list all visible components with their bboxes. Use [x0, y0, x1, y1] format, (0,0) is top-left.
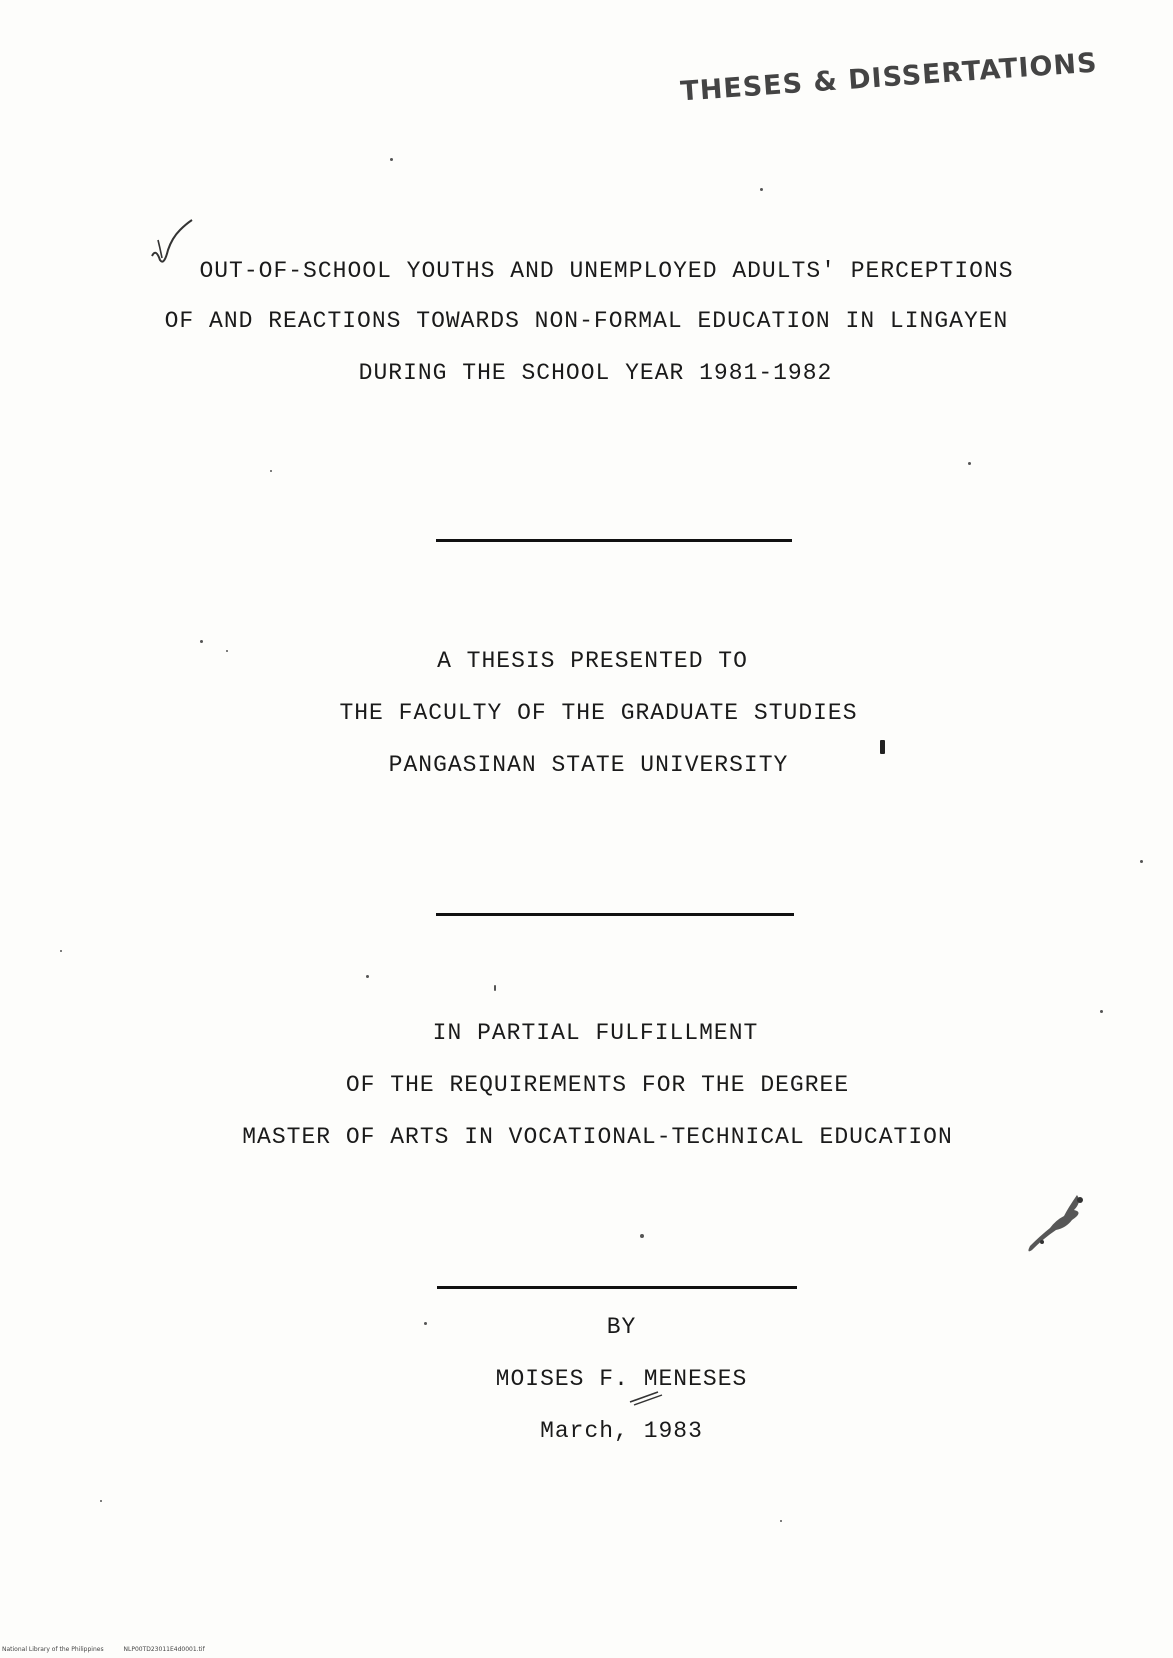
author-name: MOISES F. MENESES [495, 1366, 748, 1392]
fulfillment-line-1: IN PARTIAL FULFILLMENT [432, 1020, 759, 1046]
speck-mark [200, 640, 203, 643]
title-line-2: OF AND REACTIONS TOWARDS NON-FORMAL EDUCATION IN LINGAYEN [164, 308, 1009, 334]
presented-line-2: THE FACULTY OF THE GRADUATE STUDIES [339, 700, 858, 726]
handwritten-dash-mark-icon [628, 1388, 664, 1406]
speck-mark [760, 188, 763, 191]
speck-mark [1100, 1010, 1103, 1013]
archive-footer [2, 1646, 223, 1653]
library-credit: National Library of the Philippines [2, 1646, 104, 1653]
speck-mark [968, 462, 971, 465]
separator-rule-1 [436, 539, 792, 542]
title-line-3: DURING THE SCHOOL YEAR 1981-1982 [358, 360, 833, 386]
speck-mark [270, 470, 272, 472]
file-code: NLP00TD23011E4d0001.tif [123, 1646, 205, 1653]
speck-mark [424, 1322, 427, 1325]
speck-mark [1140, 860, 1143, 863]
title-line-1: OUT-OF-SCHOOL YOUTHS AND UNEMPLOYED ADULTS' PERCEPTIONS [199, 258, 1014, 284]
presented-line-1: A THESIS PRESENTED TO [437, 648, 748, 674]
speck-mark [226, 650, 228, 652]
fulfillment-line-3: MASTER OF ARTS IN VOCATIONAL-TECHNICAL EDUCATION [242, 1124, 953, 1150]
speck-mark [60, 950, 62, 952]
separator-rule-3 [437, 1286, 797, 1289]
theses-dissertations-stamp: THESES & DISSERTATIONS [679, 47, 1099, 108]
ink-blot-icon [1022, 1190, 1092, 1260]
speck-mark [390, 158, 393, 161]
separator-rule-2 [436, 913, 794, 916]
submission-date: March, 1983 [540, 1418, 703, 1444]
speck-mark [780, 1520, 782, 1522]
speck-mark [366, 975, 369, 978]
speck-mark [494, 985, 496, 991]
presented-line-3: PANGASINAN STATE UNIVERSITY [388, 752, 789, 778]
ink-mark [880, 740, 885, 754]
speck-mark [100, 1500, 102, 1502]
by-label: BY [606, 1314, 637, 1340]
fulfillment-line-2: OF THE REQUIREMENTS FOR THE DEGREE [345, 1072, 850, 1098]
speck-mark [640, 1234, 644, 1238]
